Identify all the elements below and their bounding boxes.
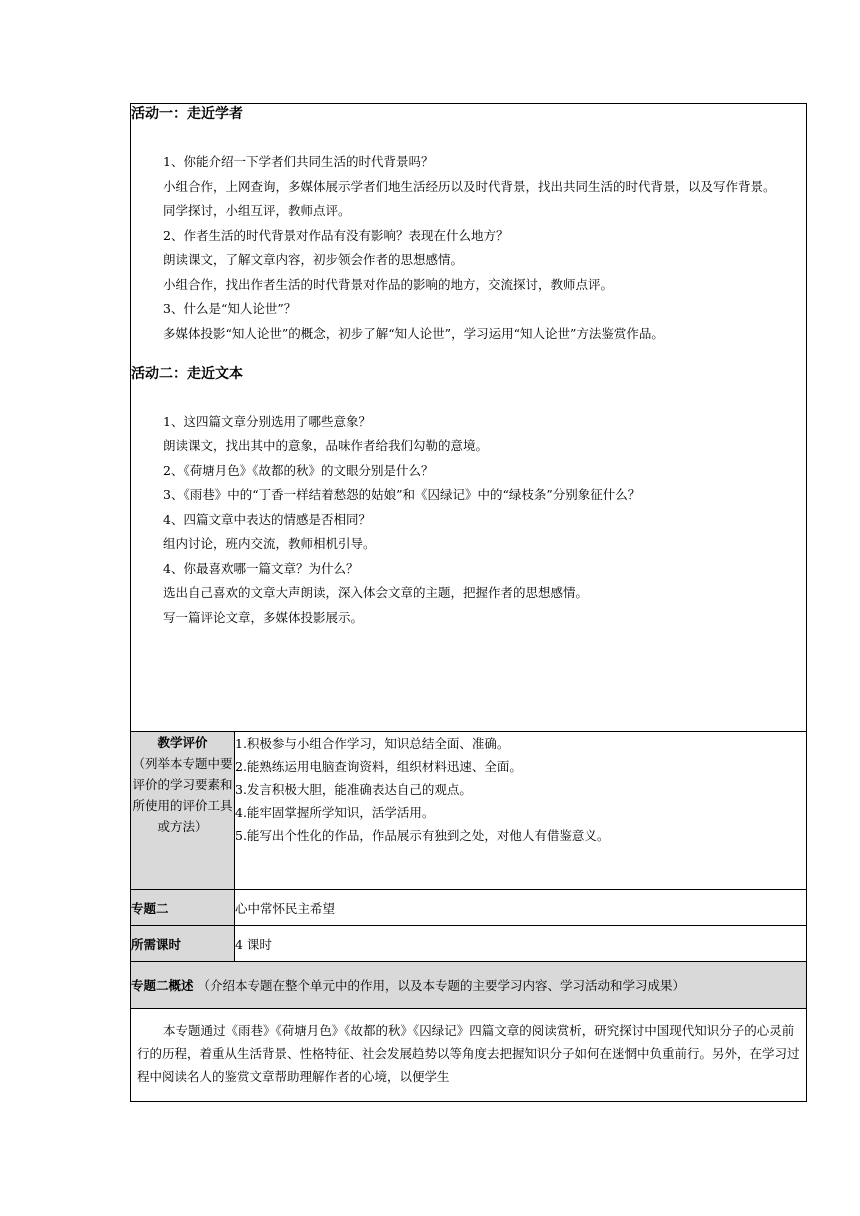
summary-head — [131, 962, 807, 1009]
hours-row — [131, 926, 807, 962]
activity1-line: 2、作者生活的时代背景对作品有没有影响？表现在什么地方？ — [163, 227, 509, 243]
lesson-plan-page — [130, 103, 806, 1102]
activity1-line: 朗读课文，了解文章内容，初步领会作者的思想感情。 — [163, 252, 464, 267]
evaluation-item: 5.能写出个性化的作品，作品展示有独到之处，对他人有借鉴意义。 — [235, 828, 610, 843]
evaluation-label — [131, 732, 235, 890]
activity1-line: 小组合作，找出作者生活的时代背景对作品的影响的地方，交流探讨，教师点评。 — [163, 276, 614, 292]
evaluation-label-note: （列举本专题中要评价的学习要素和所使用的评价工具或方法） — [132, 756, 233, 834]
activity2-line: 朗读课文，找出其中的意象，品味作者给我们勾勒的意境。 — [163, 438, 489, 453]
activity2-title: 活动二：走近文本 — [131, 365, 243, 382]
activity1-content — [131, 151, 806, 344]
evaluation-item: 2.能熟练运用电脑查询资料，组织材料迅速、全面。 — [235, 759, 522, 774]
hours-value: 4 课时 — [235, 926, 807, 962]
activity2-line: 4、四篇文章中表达的情感是否相同？ — [163, 511, 371, 527]
activity2-line: 选出自己喜欢的文章大声朗读，深入体会文章的主题，把握作者的思想感情。 — [163, 585, 589, 600]
activities-row — [131, 104, 807, 732]
topic-row — [131, 890, 807, 926]
activity1-title: 活动一：走近学者 — [131, 106, 243, 122]
activity1-line: 多媒体投影“知人论世”的概念，初步了解“知人论世”，学习运用“知人论世”方法鉴赏作品。 — [163, 325, 664, 341]
evaluation-row — [131, 732, 807, 890]
activity2-line: 4、你最喜欢哪一篇文章？为什么？ — [163, 560, 359, 576]
evaluation-item: 4.能牢固掌握所学知识，活学活用。 — [235, 805, 435, 820]
summary-body-cell — [131, 1009, 807, 1102]
activity2-line: 组内讨论，班内交流，教师相机引导。 — [163, 536, 376, 551]
summary-body-row — [131, 1009, 807, 1102]
summary-title: 专题二概述 — [131, 978, 194, 993]
lesson-plan-table — [130, 103, 807, 1102]
activity1-line: 1、你能介绍一下学者们共同生活的时代背景吗？ — [163, 154, 434, 169]
activity2-line: 3、《雨巷》中的“丁香一样结着愁怨的姑娘”和《囚绿记》中的“绿枝条”分别象征什么？ — [163, 487, 641, 502]
evaluation-item: 1.积极参与小组合作学习，知识总结全面、准确。 — [235, 736, 510, 751]
activity2-line: 写一篇评论文章，多媒体投影展示。 — [163, 609, 364, 625]
hours-label: 所需课时 — [131, 926, 235, 962]
evaluation-items — [235, 732, 807, 890]
summary-head-row — [131, 962, 807, 1009]
evaluation-item: 3.发言积极大胆，能准确表达自己的观点。 — [235, 782, 472, 797]
summary-body: 本专题通过《雨巷》《荷塘月色》《故都的秋》《囚绿记》四篇文章的阅读赏析，研究探讨中国现代知识分子的心灵前行的历程，着重从生活背景、性格特征、社会发展趋势以等角度去把握知识分子如何在迷惘中负重前行。另外，在学习过程中阅读名人的鉴赏文章帮助理解作者的心境，以便学生 — [137, 1023, 800, 1084]
activity1-line: 3、什么是“知人论世”？ — [163, 301, 297, 316]
summary-note: （介绍本专题在整个单元中的作用，以及本专题的主要学习内容、学习活动和学习成果） — [197, 978, 686, 993]
topic-value: 心中常怀民主希望 — [235, 890, 807, 926]
evaluation-label-head: 教学评价 — [157, 735, 208, 750]
activity1-line: 同学探讨，小组互评，教师点评。 — [163, 203, 351, 218]
activities-cell — [131, 104, 807, 732]
topic-label: 专题二 — [131, 890, 235, 926]
activity2-content — [131, 411, 806, 628]
activity2-line: 1、这四篇文章分别选用了哪些意象？ — [163, 413, 371, 429]
activity2-line: 2、《荷塘月色》《故都的秋》的文眼分别是什么？ — [163, 462, 434, 478]
activity1-line: 小组合作，上网查询，多媒体展示学者们地生活经历以及时代背景，找出共同生活的时代背景，以及写作背景。 — [163, 178, 776, 194]
